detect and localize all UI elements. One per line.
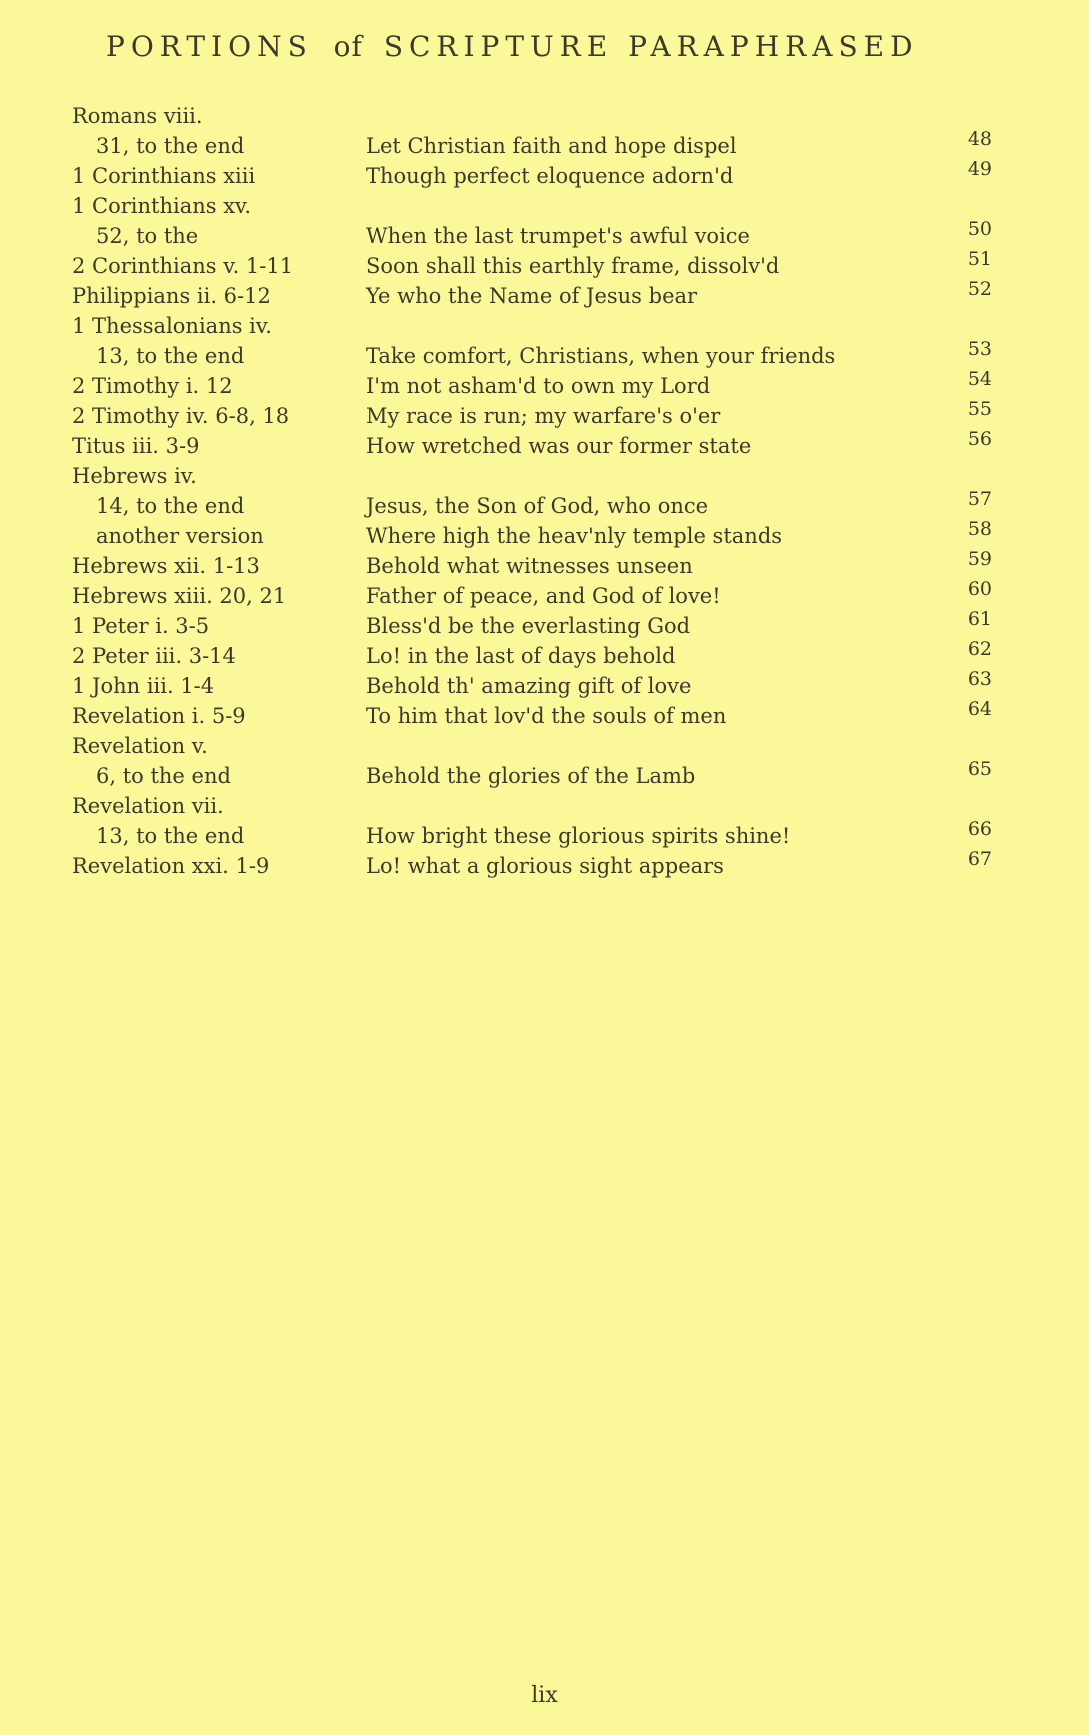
- scripture-reference: 31, to the end: [96, 134, 245, 158]
- index-row: [0, 698, 1089, 731]
- index-row: [0, 818, 1089, 851]
- scripture-reference: 1 Corinthians xv.: [72, 194, 252, 218]
- paraphrase-number: 53: [967, 338, 992, 360]
- scripture-reference: 1 John iii. 1-4: [72, 674, 215, 698]
- first-line: My race is run; my warfare's o'er: [366, 404, 721, 428]
- scripture-reference: 2 Timothy iv. 6-8, 18: [72, 404, 290, 428]
- scripture-reference: 52, to the: [96, 224, 199, 248]
- first-line: Behold what witnesses unseen: [366, 554, 693, 578]
- index-row: [0, 731, 1089, 761]
- page-title: [106, 30, 919, 63]
- index-row: [0, 518, 1089, 551]
- scripture-reference: 2 Corinthians v. 1-11: [72, 254, 294, 278]
- scripture-reference: Revelation vii.: [72, 794, 224, 818]
- index-row: [0, 758, 1089, 791]
- first-line: Where high the heav'nly temple stands: [366, 524, 783, 548]
- index-row: [0, 428, 1089, 461]
- scripture-reference: Revelation i. 5-9: [72, 704, 246, 728]
- scripture-reference: 1 Corinthians xiii: [72, 164, 256, 188]
- paraphrase-number: 52: [967, 278, 992, 300]
- scripture-reference: 1 Thessalonians iv.: [72, 314, 272, 338]
- first-line: Jesus, the Son of God, who once: [366, 494, 709, 518]
- first-line: To him that lov'd the souls of men: [366, 704, 727, 728]
- index-row: [0, 218, 1089, 251]
- index-row: [0, 248, 1089, 281]
- title-part-scripture: SCRIPTURE PARAPHRASED: [383, 30, 919, 63]
- first-line: Let Christian faith and hope dispel: [366, 134, 737, 158]
- paraphrase-number: 67: [967, 848, 992, 870]
- first-line: Lo! what a glorious sight appears: [366, 854, 724, 878]
- first-line: Though perfect eloquence adorn'd: [366, 164, 734, 188]
- scripture-reference: Hebrews xiii. 20, 21: [72, 584, 287, 608]
- scripture-reference: Revelation xxi. 1-9: [72, 854, 270, 878]
- paraphrase-number: 62: [967, 638, 992, 660]
- paraphrase-number: 50: [967, 218, 992, 240]
- first-line: Soon shall this earthly frame, dissolv'd: [366, 254, 780, 278]
- paraphrase-number: 57: [967, 488, 992, 510]
- scripture-reference: another version: [96, 524, 264, 548]
- title-part-portions: PORTIONS: [106, 30, 313, 63]
- scripture-reference: 1 Peter i. 3-5: [72, 614, 210, 638]
- first-line: Lo! in the last of days behold: [366, 644, 676, 668]
- index-row: [0, 578, 1089, 611]
- first-line: Father of peace, and God of love!: [366, 584, 721, 608]
- scripture-reference: 2 Peter iii. 3-14: [72, 644, 236, 668]
- index-row: [0, 338, 1089, 371]
- paraphrase-number: 58: [967, 518, 992, 540]
- paraphrase-number: 48: [967, 128, 992, 150]
- title-part-of: of: [333, 30, 363, 63]
- paraphrase-number: 49: [967, 158, 992, 180]
- index-row: [0, 278, 1089, 311]
- paraphrase-number: 59: [967, 548, 992, 570]
- index-row: [0, 668, 1089, 701]
- scripture-reference: 2 Timothy i. 12: [72, 374, 233, 398]
- first-line: Ye who the Name of Jesus bear: [366, 284, 698, 308]
- first-line: Bless'd be the everlasting God: [366, 614, 691, 638]
- paraphrase-number: 61: [967, 608, 992, 630]
- index-row: [0, 638, 1089, 671]
- index-row: [0, 368, 1089, 401]
- index-row: [0, 548, 1089, 581]
- index-row: [0, 191, 1089, 221]
- index-row: [0, 848, 1089, 881]
- index-row: [0, 158, 1089, 191]
- page-number: lix: [531, 1683, 558, 1708]
- scripture-reference: 13, to the end: [96, 344, 245, 368]
- first-line: Behold th' amazing gift of love: [366, 674, 692, 698]
- index-row: [0, 128, 1089, 161]
- scripture-reference: Hebrews iv.: [72, 464, 197, 488]
- index-row: [0, 791, 1089, 821]
- paraphrase-number: 54: [967, 368, 992, 390]
- paraphrase-number: 55: [967, 398, 992, 420]
- paraphrase-number: 60: [967, 578, 992, 600]
- first-line: Behold the glories of the Lamb: [366, 764, 696, 788]
- scripture-reference: Philippians ii. 6-12: [72, 284, 271, 308]
- scripture-reference: Titus iii. 3-9: [72, 434, 200, 458]
- first-line: How wretched was our former state: [366, 434, 752, 458]
- scripture-reference: Romans viii.: [72, 104, 203, 128]
- paraphrase-number: 64: [967, 698, 992, 720]
- first-line: I'm not asham'd to own my Lord: [366, 374, 711, 398]
- scripture-reference: 6, to the end: [96, 764, 231, 788]
- scripture-reference: Hebrews xii. 1-13: [72, 554, 260, 578]
- paraphrase-number: 56: [967, 428, 992, 450]
- first-line: Take comfort, Christians, when your friends: [366, 344, 836, 368]
- index-row: [0, 488, 1089, 521]
- paraphrase-number: 65: [967, 758, 992, 780]
- index-row: [0, 311, 1089, 341]
- first-line: When the last trumpet's awful voice: [366, 224, 750, 248]
- index-row: [0, 101, 1089, 131]
- paraphrase-number: 63: [967, 668, 992, 690]
- paraphrase-number: 66: [967, 818, 992, 840]
- index-row: [0, 461, 1089, 491]
- scripture-reference: Revelation v.: [72, 734, 208, 758]
- paraphrase-number: 51: [967, 248, 992, 270]
- index-row: [0, 608, 1089, 641]
- scripture-reference: 14, to the end: [96, 494, 245, 518]
- first-line: How bright these glorious spirits shine!: [366, 824, 791, 848]
- scripture-reference: 13, to the end: [96, 824, 245, 848]
- index-row: [0, 398, 1089, 431]
